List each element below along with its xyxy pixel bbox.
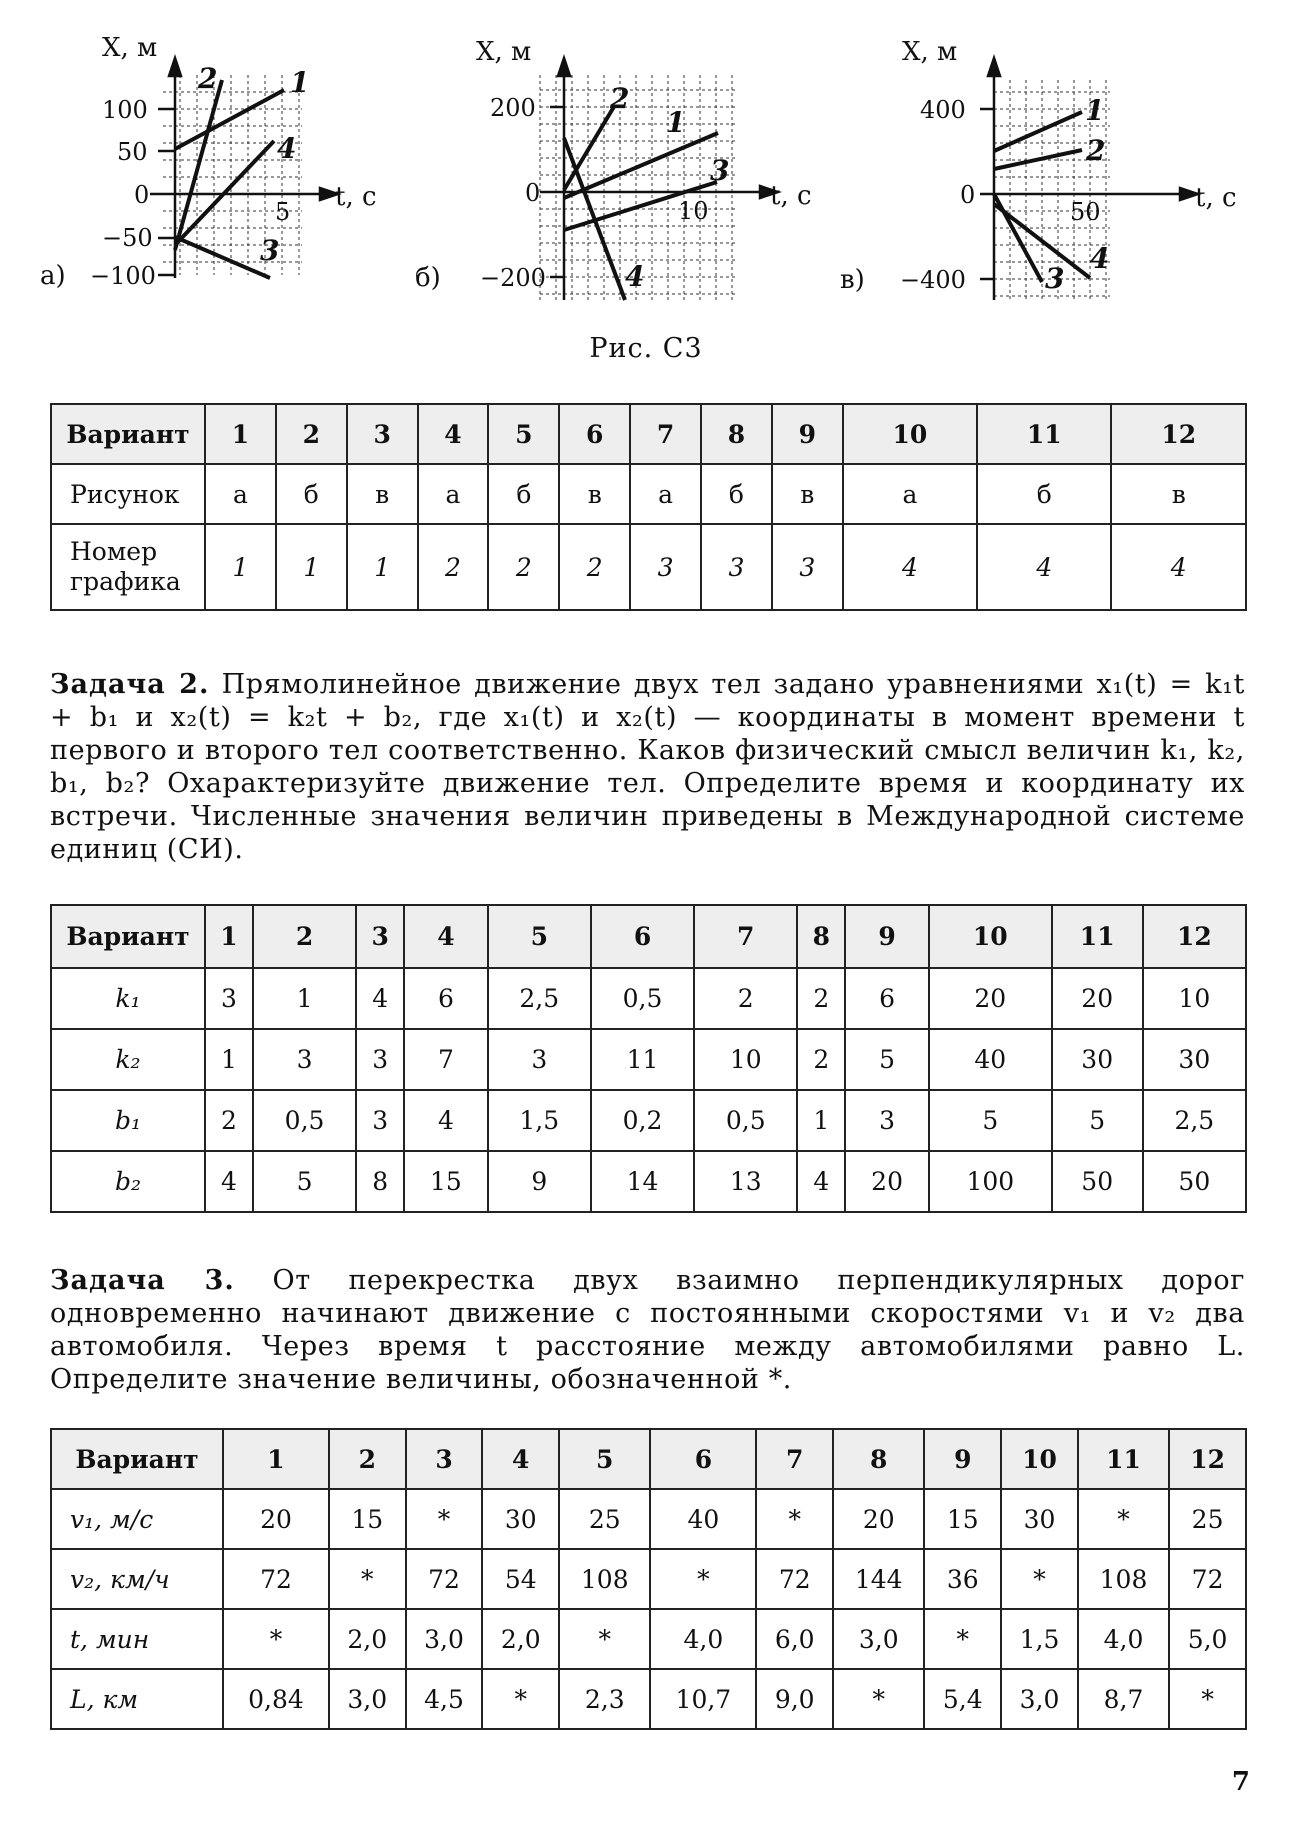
table-cell: 11: [591, 1029, 694, 1090]
header-cell: 6: [591, 905, 694, 968]
table-cell: 0,2: [591, 1090, 694, 1151]
table-cell: 1: [276, 524, 347, 610]
graph-a: [40, 20, 377, 304]
table-cell: 0,5: [253, 1090, 356, 1151]
graph-b-ylabel: X, м: [476, 37, 532, 67]
graph-v-line-label: 1: [1085, 94, 1105, 127]
table-cell: 2: [205, 1090, 253, 1151]
table-row: [51, 1029, 1246, 1090]
table-cell: 30: [482, 1489, 559, 1549]
graph-b-ytick: 0: [525, 179, 541, 207]
table-cell: 9: [488, 1151, 591, 1212]
header-cell: 7: [694, 905, 797, 968]
task-2-paragraph: [50, 668, 1245, 866]
table-cell: 4,0: [1078, 1609, 1169, 1669]
header-cell: Вариант: [51, 404, 205, 464]
header-cell: 12: [1169, 1429, 1246, 1489]
graph-v-xtick: 50: [1070, 198, 1101, 226]
graph-a-svg: [40, 20, 377, 300]
header-cell: 7: [630, 404, 701, 464]
graph-v-line-label: 2: [1086, 134, 1106, 167]
table-cell: 108: [1078, 1549, 1169, 1609]
graph-b-line-label: 1: [666, 106, 686, 139]
table-cell: 4: [404, 1090, 488, 1151]
table-cell: 2: [797, 1029, 845, 1090]
graph-b-letter: б): [415, 263, 441, 293]
table-cell: 25: [1169, 1489, 1246, 1549]
table-cell: 2: [418, 524, 489, 610]
header-cell: 4: [418, 404, 489, 464]
graph-v-svg: [840, 20, 1290, 300]
table-cell: в: [559, 464, 630, 524]
header-cell: 1: [223, 1429, 329, 1489]
header-cell: 2: [253, 905, 356, 968]
table-cell: 1,5: [488, 1090, 591, 1151]
graph-a-ytick: 0: [134, 181, 150, 209]
table-cell: б: [276, 464, 347, 524]
header-cell: 9: [772, 404, 843, 464]
header-cell: 8: [833, 1429, 924, 1489]
header-cell: 1: [205, 404, 276, 464]
table-cell: 72: [223, 1549, 329, 1609]
header-cell: 3: [406, 1429, 483, 1489]
header-cell: 9: [845, 905, 929, 968]
table-cell: б: [488, 464, 559, 524]
table-cell: 30: [1001, 1489, 1078, 1549]
graph-a-xtick: 5: [275, 198, 291, 226]
figure-caption: Рис. С3: [589, 333, 703, 364]
table-row: [51, 1489, 1246, 1549]
header-cell: 2: [329, 1429, 406, 1489]
table-cell: 100: [929, 1151, 1052, 1212]
table-row: [51, 1609, 1246, 1669]
table-cell: 14: [591, 1151, 694, 1212]
table-cell: 1: [797, 1090, 845, 1151]
row-header: b₂: [51, 1151, 205, 1212]
table-cell: 6,0: [756, 1609, 833, 1669]
table-cell: *: [223, 1609, 329, 1669]
table-cell: 3: [356, 1029, 404, 1090]
table-cell: 1,5: [1001, 1609, 1078, 1669]
table-cell: 5,4: [924, 1669, 1001, 1729]
table-cell: 20: [223, 1489, 329, 1549]
task-2-text: Прямолинейное движение двух тел задано уравнениями x₁(t) = k₁t + b₁ и x₂(t) = k₂t + b₂, где x₁(t) и x₂(t) — координаты в момент времени t первого и второго тел соответственно. Каков физический смысл величин k₁, k₂, b₁, b₂? Охарактеризуйте движение тел. Определите время и координату их встречи. Численные значения величин приведены в Международной системе единиц (СИ).: [50, 669, 1245, 865]
graph-v-xlabel: t, с: [1195, 183, 1237, 213]
table-cell: 2,5: [1143, 1090, 1246, 1151]
row-header: k₂: [51, 1029, 205, 1090]
graph-a-ylabel: X, м: [102, 33, 158, 63]
table-cell: 10: [694, 1029, 797, 1090]
table-cell: а: [205, 464, 276, 524]
header-cell: Вариант: [51, 905, 205, 968]
table-cell: 4: [843, 524, 977, 610]
table-cell: *: [1078, 1489, 1169, 1549]
table-cell: 108: [559, 1549, 650, 1609]
table-cell: 2,0: [482, 1609, 559, 1669]
table-cell: *: [329, 1549, 406, 1609]
table-cell: 0,5: [694, 1090, 797, 1151]
header-cell: 9: [924, 1429, 1001, 1489]
row-header: v₁, м/с: [51, 1489, 223, 1549]
table-cell: 3,0: [406, 1609, 483, 1669]
table-cell: 20: [929, 968, 1052, 1029]
graph-a-ytick: −100: [90, 262, 156, 290]
variants-table-3: [50, 1428, 1247, 1730]
table-cell: 0,84: [223, 1669, 329, 1729]
task-3-text: От перекрестка двух взаимно перпендикулярных дорог одновременно начинают движение с постоянными скоростями v₁ и v₂ два автомобиля. Через время t расстояние между автомобилями равно L. Определите значение величины, обозначенной *.: [50, 1265, 1245, 1395]
header-cell: 5: [488, 404, 559, 464]
table-header-row: [51, 1429, 1246, 1489]
header-cell: 10: [843, 404, 977, 464]
header-cell: 3: [347, 404, 418, 464]
table-cell: 2,3: [559, 1669, 650, 1729]
table-cell: *: [482, 1669, 559, 1729]
table-cell: 36: [924, 1549, 1001, 1609]
table-cell: 30: [1052, 1029, 1143, 1090]
header-cell: 3: [356, 905, 404, 968]
figure-c3: [40, 20, 1280, 320]
row-header: v₂, км/ч: [51, 1549, 223, 1609]
graph-b-line-label: 2: [610, 82, 630, 115]
header-cell: 6: [650, 1429, 756, 1489]
task-2-title: Задача 2.: [50, 669, 210, 700]
graph-v-letter: в): [840, 265, 865, 295]
row-header: t, мин: [51, 1609, 223, 1669]
table-cell: 9,0: [756, 1669, 833, 1729]
graph-b-line-label: 3: [710, 154, 730, 187]
table-cell: *: [833, 1669, 924, 1729]
table-cell: *: [1001, 1549, 1078, 1609]
table-header-row: [51, 905, 1246, 968]
table-cell: *: [406, 1489, 483, 1549]
table-cell: в: [347, 464, 418, 524]
header-cell: 5: [559, 1429, 650, 1489]
header-cell: 12: [1143, 905, 1246, 968]
header-cell: 10: [1001, 1429, 1078, 1489]
table-cell: 20: [1052, 968, 1143, 1029]
table-cell: 50: [1143, 1151, 1246, 1212]
table-cell: 3: [701, 524, 772, 610]
graph-v-line-label: 3: [1045, 262, 1065, 295]
table-cell: 40: [650, 1489, 756, 1549]
table-row: [51, 968, 1246, 1029]
graph-b: [415, 20, 850, 304]
table-cell: б: [977, 464, 1111, 524]
page-number: 7: [1231, 1767, 1250, 1797]
table-row: [51, 1549, 1246, 1609]
graph-a-line-label: 3: [260, 234, 280, 267]
table-cell: 4: [977, 524, 1111, 610]
table-cell: 6: [845, 968, 929, 1029]
header-cell: 7: [756, 1429, 833, 1489]
table-cell: 15: [924, 1489, 1001, 1549]
table-cell: 25: [559, 1489, 650, 1549]
table-cell: 2: [559, 524, 630, 610]
graph-b-line-label: 4: [625, 260, 645, 293]
table-cell: 2: [694, 968, 797, 1029]
table-cell: 3,0: [329, 1669, 406, 1729]
table-cell: 2: [488, 524, 559, 610]
table-cell: 4: [205, 1151, 253, 1212]
graph-a-ytick: 100: [102, 96, 148, 124]
table-cell: 2,5: [488, 968, 591, 1029]
graph-v-ytick: −400: [900, 266, 966, 294]
row-header: b₁: [51, 1090, 205, 1151]
variants-table-1: [50, 403, 1247, 611]
graph-b-xtick: 10: [678, 197, 709, 225]
header-cell: 1: [205, 905, 253, 968]
table-cell: 8: [356, 1151, 404, 1212]
header-cell: 5: [488, 905, 591, 968]
table-cell: 15: [404, 1151, 488, 1212]
table-cell: 50: [1052, 1151, 1143, 1212]
table-cell: 144: [833, 1549, 924, 1609]
graph-v-ylabel: X, м: [902, 37, 958, 67]
graph-b-xlabel: t, с: [770, 181, 812, 211]
table-cell: 1: [205, 524, 276, 610]
table-cell: 3: [488, 1029, 591, 1090]
table-cell: 3,0: [833, 1609, 924, 1669]
variants-table-2: [50, 904, 1247, 1213]
header-cell: 4: [482, 1429, 559, 1489]
table-cell: 40: [929, 1029, 1052, 1090]
table-cell: 2: [797, 968, 845, 1029]
table-header-row: [51, 404, 1246, 464]
header-cell: Вариант: [51, 1429, 223, 1489]
table-cell: 72: [1169, 1549, 1246, 1609]
table-cell: а: [418, 464, 489, 524]
table-cell: а: [843, 464, 977, 524]
table-cell: 1: [253, 968, 356, 1029]
table-row: [51, 1669, 1246, 1729]
table-cell: *: [559, 1609, 650, 1669]
table-cell: *: [924, 1609, 1001, 1669]
table-cell: 3: [253, 1029, 356, 1090]
table-cell: 4: [797, 1151, 845, 1212]
header-cell: 8: [797, 905, 845, 968]
table-row: [51, 464, 1246, 524]
table-cell: *: [756, 1489, 833, 1549]
table-cell: 20: [833, 1489, 924, 1549]
table-cell: 4,0: [650, 1609, 756, 1669]
table-cell: б: [701, 464, 772, 524]
table-cell: 13: [694, 1151, 797, 1212]
graph-a-letter: а): [40, 261, 66, 291]
table-row: [51, 1090, 1246, 1151]
graph-v-line-label: 4: [1090, 242, 1110, 275]
table-cell: *: [650, 1549, 756, 1609]
row-header: L, км: [51, 1669, 223, 1729]
table-cell: 5: [845, 1029, 929, 1090]
graph-a-xlabel: t, с: [335, 182, 377, 212]
row-header: Номер графика: [51, 524, 205, 610]
graph-v-ytick: 400: [920, 96, 966, 124]
table-cell: 0,5: [591, 968, 694, 1029]
graph-b-ytick: −200: [480, 264, 546, 292]
table-cell: 10,7: [650, 1669, 756, 1729]
table-cell: 3: [356, 1090, 404, 1151]
table-cell: 5,0: [1169, 1609, 1246, 1669]
table-cell: 3,0: [1001, 1669, 1078, 1729]
header-cell: 2: [276, 404, 347, 464]
header-cell: 11: [1078, 1429, 1169, 1489]
table-row: [51, 524, 1246, 610]
table-cell: *: [1169, 1669, 1246, 1729]
table-cell: 30: [1143, 1029, 1246, 1090]
table-cell: 10: [1143, 968, 1246, 1029]
graph-b-svg: [415, 20, 850, 300]
graph-v: [840, 20, 1290, 304]
table-cell: 6: [404, 968, 488, 1029]
header-cell: 8: [701, 404, 772, 464]
table-cell: 5: [1052, 1090, 1143, 1151]
table-cell: 3: [845, 1090, 929, 1151]
table-cell: 8,7: [1078, 1669, 1169, 1729]
table-cell: 4,5: [406, 1669, 483, 1729]
table-cell: 1: [347, 524, 418, 610]
row-header: k₁: [51, 968, 205, 1029]
task-3-title: Задача 3.: [50, 1265, 235, 1296]
table-cell: 4: [356, 968, 404, 1029]
table-row: [51, 1151, 1246, 1212]
header-cell: 12: [1111, 404, 1246, 464]
task-3-paragraph: [50, 1264, 1245, 1396]
table-cell: в: [772, 464, 843, 524]
table-cell: в: [1111, 464, 1246, 524]
graph-a-line-label: 1: [290, 66, 310, 99]
table-cell: 54: [482, 1549, 559, 1609]
graph-a-line-label: 2: [198, 62, 218, 95]
table-cell: 5: [929, 1090, 1052, 1151]
table-cell: 15: [329, 1489, 406, 1549]
table-cell: а: [630, 464, 701, 524]
graph-v-ytick: 0: [960, 181, 976, 209]
header-cell: 11: [1052, 905, 1143, 968]
table-cell: 7: [404, 1029, 488, 1090]
table-cell: 3: [205, 968, 253, 1029]
header-cell: 4: [404, 905, 488, 968]
table-cell: 72: [756, 1549, 833, 1609]
table-cell: 1: [205, 1029, 253, 1090]
graph-a-ytick: −50: [102, 224, 153, 252]
table-cell: 4: [1111, 524, 1246, 610]
graph-a-line-label: 4: [277, 132, 297, 165]
table-cell: 5: [253, 1151, 356, 1212]
row-header: Рисунок: [51, 464, 205, 524]
graph-b-ytick: 200: [490, 94, 536, 122]
graph-a-ytick: 50: [117, 138, 148, 166]
table-cell: 3: [630, 524, 701, 610]
table-cell: 72: [406, 1549, 483, 1609]
header-cell: 11: [977, 404, 1111, 464]
header-cell: 6: [559, 404, 630, 464]
table-cell: 20: [845, 1151, 929, 1212]
table-cell: 3: [772, 524, 843, 610]
header-cell: 10: [929, 905, 1052, 968]
table-cell: 2,0: [329, 1609, 406, 1669]
